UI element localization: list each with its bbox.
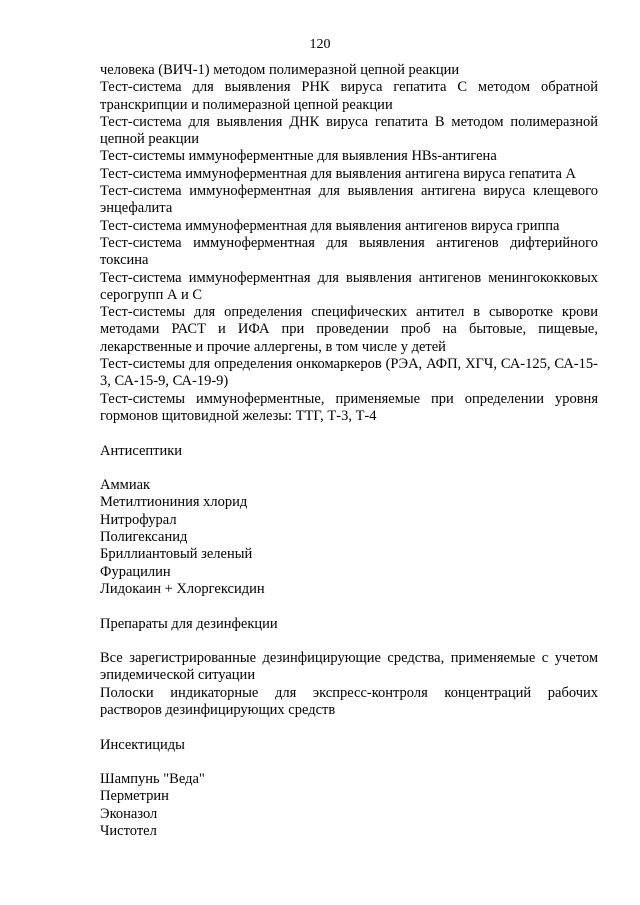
test-item: Тест-система иммуноферментная для выявления антигена вируса гепатита А [100,165,577,182]
test-item: Тест-система иммуноферментная для выявления антигенов вируса гриппа [100,217,560,234]
insecticide-item: Шампунь "Веда" [100,771,205,788]
insecticide-item: Эконазол [100,805,158,822]
test-item: человека (ВИЧ-1) методом полимеразной цепной реакции [100,62,460,78]
test-item: Тест-системы иммуноферментные для выявления HBs-антигена [100,148,497,165]
insecticide-item: Чистотел [100,823,157,840]
antiseptic-item: Аммиак [100,477,151,494]
test-item: Тест-система для выявления ДНК вируса гепатита В методом полимеразной цепной реакции [100,113,598,148]
test-item: Тест-система иммуноферментная для выявления антигенов дифтерийного токсина [100,234,598,269]
antiseptic-item: Бриллиантовый зеленый [100,546,253,563]
section-heading-disinfection: Препараты для дезинфекции [100,615,278,632]
disinfection-item: Все зарегистрированные дезинфицирующие средства, применяемые с учетом эпидемической ситуации [100,650,598,684]
page-number: 120 [309,37,331,52]
insecticide-item: Перметрин [100,788,169,805]
section-heading-insecticides: Инсектициды [100,736,185,753]
antiseptic-item: Нитрофурал [100,511,177,528]
disinfection-item: Полоски индикаторные для экспресс-контроля концентраций рабочих растворов дезинфицирующих средств [100,684,598,718]
antiseptic-item: Фурацилин [100,563,171,580]
section-heading-antiseptics: Антисептики [100,442,183,459]
test-item: Тест-система для выявления РНК вируса гепатита С методом обратной транскрипции и полимеразной цепной реакции [100,79,598,113]
test-item: Тест-системы для определения онкомаркеров (РЭА, АФП, ХГЧ, СА-125, СА-15-3, СА-15-9, СА-19-9) [100,356,598,390]
test-item: Тест-системы для определения специфических антител в сыворотке крови методами РАСТ и ИФА при проведении проб на бытовые, пищевые, лекарственные и прочие аллергены, в том числе у детей [100,304,598,355]
antiseptic-item: Лидокаин + Хлоргексидин [100,580,265,597]
test-item: Тест-системы иммуноферментные, применяемые при определении уровня гормонов щитовидной железы: ТТГ, Т-3, Т-4 [100,390,598,424]
page-content [100,62,598,840]
test-item: Тест-система иммуноферментная для выявления антигена вируса клещевого энцефалита [100,183,598,217]
antiseptic-item: Метилтиониния хлорид [100,494,248,511]
test-item: Тест-система иммуноферментная для выявления антигенов менингококковых серогрупп А и С [100,269,598,303]
antiseptic-item: Полигексанид [100,529,188,546]
